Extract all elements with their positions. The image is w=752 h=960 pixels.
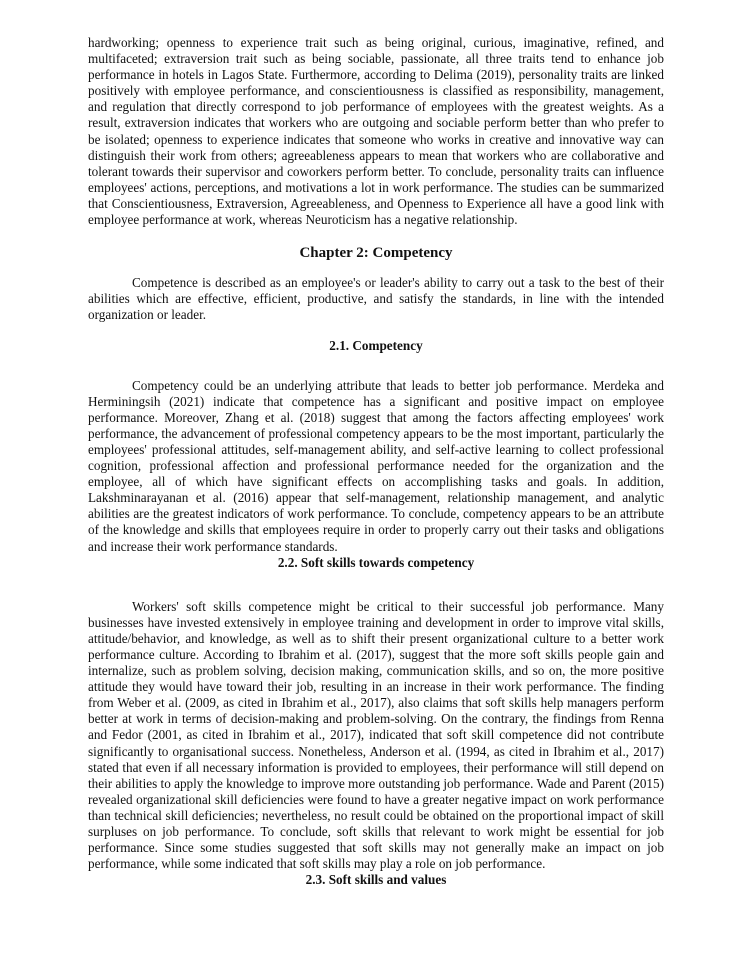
- section-2-1-paragraph: Competency could be an underlying attribute that leads to better job performance. Merdeka and Herminingsih (2021) indicate that competence has a significant and positive impact on employee performance. Moreover, Zhang et al. (2018) suggest that among the factors affecting employees' work performance, the advancement of professional competency appears to be the most important, particularly the employees' professional attitudes, self-management ability, and self-active learning to collect professional cognition, professional affection and professional performance needed for the organization and the employee, all of which have significant effects on accomplishing tasks and goals. In addition, Lakshminarayanan et al. (2016) appear that self-management, relationship management, and analytic abilities are the greatest indicators of work performance. To conclude, competency appears to be an attribute of the knowledge and skills that employees require in order to properly carry out their tasks and obligations and increase their work performance standards.: [88, 377, 664, 554]
- section-heading-2-1: 2.1. Competency: [329, 337, 423, 353]
- section-heading-2-3: 2.3. Soft skills and values: [305, 872, 447, 888]
- chapter-title: Chapter 2: Competency: [299, 245, 453, 262]
- section-2-2-paragraph: Workers' soft skills competence might be critical to their successful job performance. Many businesses have invested extensively in employee training and development in order to improve vital skills, attitude/behavior, and knowledge, as well as to shift their present organizational culture to a better work performance culture. According to Ibrahim et al. (2017), suggest that the more soft skills people gain and internalize, such as problem solving, decision making, communication skills, and so on, the more positive attitude they would have toward their job, resulting in an increase in their work performance. The finding from Weber et al. (2009, as cited in Ibrahim et al., 2017), also claims that soft skills help managers perform better at work in terms of decision-making and problem-solving. On the contrary, the findings from Renna and Fedor (2001, as cited in Ibrahim et al., 2017), indicated that soft skill competence did not contribute significantly to organisational success. Nonetheless, Anderson et al. (1994, as cited in Ibrahim et al., 2017) stated that even if all necessary information is provided to employees, their performance will still depend on their abilities to apply the knowledge to improve more outstanding job performance. Wade and Parent (2015) revealed organizational skill deficiencies were found to have a greater negative impact on work performance than technical skill deficiencies; nevertheless, no result could be obtained on the proportional impact of skill surpluses on job performance. To conclude, soft skills that relevant to work might be essential for job performance. Since some studies suggested that soft skills may not generally make an impact on job performance, while some indicated that soft skills may play a role on job performance.: [88, 598, 664, 872]
- section-heading-2-2: 2.2. Soft skills towards competency: [277, 554, 475, 570]
- intro-paragraph: hardworking; openness to experience trait such as being original, curious, imaginative, refined, and multifaceted; extraversion trait such as being sociable, passionate, all three traits tend to enhance job performance in hotels in Lagos State. Furthermore, according to Delima (2019), personality traits are linked positively with employee performance, and conscientiousness is classified as responsibility, management, and regulation that directly correspond to job performance of employees with the greatest weights. As a result, extraversion indicates that workers who are outgoing and sociable perform better than who prefer to be isolated; openness to experience indicates that someone who works in creative and innovative way can distinguish their work from others; agreeableness appears to mean that workers who are collaborative and tolerant towards their supervisor and coworkers perform better. To conclude, personality traits can influence employees' actions, perceptions, and motivations a lot in work performance. The studies can be summarized that Conscientiousness, Extraversion, Agreeableness, and Openness to Experience all have a good link with employee performance at work, whereas Neuroticism has a negative relationship.: [88, 35, 664, 228]
- document-page: [88, 35, 664, 888]
- chapter-intro-paragraph: Competence is described as an employee's or leader's ability to carry out a task to the best of their abilities which are effective, efficient, productive, and satisfy the standards, in line with the intended organization or leader.: [88, 275, 664, 323]
